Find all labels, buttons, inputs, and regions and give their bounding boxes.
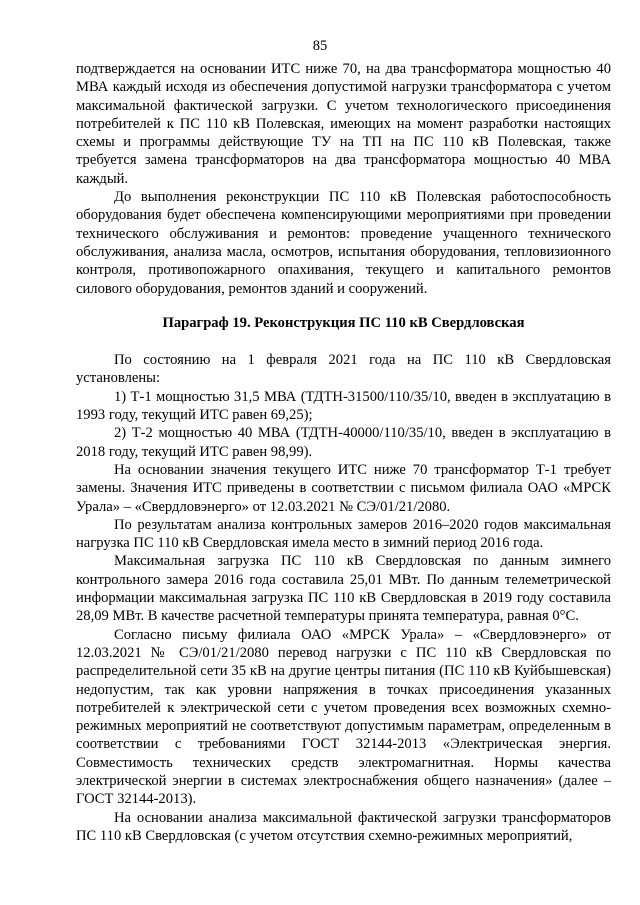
paragraph: На основании значения текущего ИТС ниже 70 трансформатор Т-1 требует замены. Значения ИТС приведены в соответствии с письмом филиала ОАО «МРСК Урала» – «Свердловэнерго» от 12.03.2021 № СЭ/01/21/2080. [76, 461, 611, 515]
section-heading: Параграф 19. Реконструкция ПС 110 кВ Свердловская [162, 314, 525, 331]
document-body [76, 60, 611, 845]
page-number: 85 [312, 38, 328, 54]
list-item: 1) Т-1 мощностью 31,5 МВА (ТДТН-31500/110/35/10, введен в эксплуатацию в 1993 году, текущий ИТС равен 69,25); [76, 388, 611, 424]
paragraph: На основании анализа максимальной фактической загрузки трансформаторов ПС 110 кВ Свердловская (с учетом отсутствия схемно-режимных мероприятий, [76, 809, 611, 844]
paragraph: До выполнения реконструкции ПС 110 кВ Полевская работоспособность оборудования будет обеспечена компенсирующими мероприятиями при проведении технического обслуживания и ремонтов: проведение учащенного технического обслуживания, анализа масла, осмотров, испытания оборудования, тепловизионного контроля, противопожарного опахивания, текущего и капитального ремонтов силового оборудования, ремонтов зданий и сооружений. [76, 189, 611, 297]
list-item: 2) Т-2 мощностью 40 МВА (ТДТН-40000/110/35/10, введен в эксплуатацию в 2018 году, текущий ИТС равен 98,99). [76, 425, 611, 460]
paragraph-continuation: подтверждается на основании ИТС ниже 70, на два трансформатора мощностью 40 МВА каждый исходя из обеспечения допустимой нагрузки трансформатора с учетом максимальной фактической загрузки. С учетом технологического присоединения потребителей к ПС 110 кВ Полевская, имеющих на момент разработки настоящих схемы и программы действующие ТУ на ТП на ПС 110 кВ Полевская, также требуется замена трансформаторов на два трансформатора мощностью 40 МВА каждый. [76, 61, 611, 187]
paragraph: По состоянию на 1 февраля 2021 года на ПС 110 кВ Свердловская установлены: [76, 352, 611, 387]
paragraph: По результатам анализа контрольных замеров 2016–2020 годов максимальная нагрузка ПС 110 кВ Свердловская имела место в зимний период 2016 года. [76, 516, 611, 552]
paragraph: Максимальная загрузка ПС 110 кВ Свердловская по данным зимнего контрольного замера 2016 года составила 25,01 МВт. По данным телеметрической информации максимальная загрузка ПС 110 кВ Свердловская в 2019 году составила 28,09 МВт. В качестве расчетной температуры принята температура, равная 0°С. [76, 553, 611, 625]
paragraph: Согласно письму филиала ОАО «МРСК Урала» – «Свердловэнерго» от 12.03.2021 № СЭ/01/21/2080 перевод нагрузки с ПС 110 кВ Свердловская по распределительной сети 35 кВ на другие центры питания (ПС 110 кВ Куйбышевская) недопустим, так как уровни напряжения в точках присоединения указанных потребителей к электрической сети с учетом проведения всех возможных схемно-режимных мероприятий не соответствуют допустимым параметрам, определенным в соответствии с требованиями ГОСТ 32144-2013 «Электрическая энергия. Совместимость технических средств электромагнитная. Нормы качества электрической энергии в системах электроснабжения общего назначения» (далее – ГОСТ 32144-2013). [76, 626, 611, 808]
